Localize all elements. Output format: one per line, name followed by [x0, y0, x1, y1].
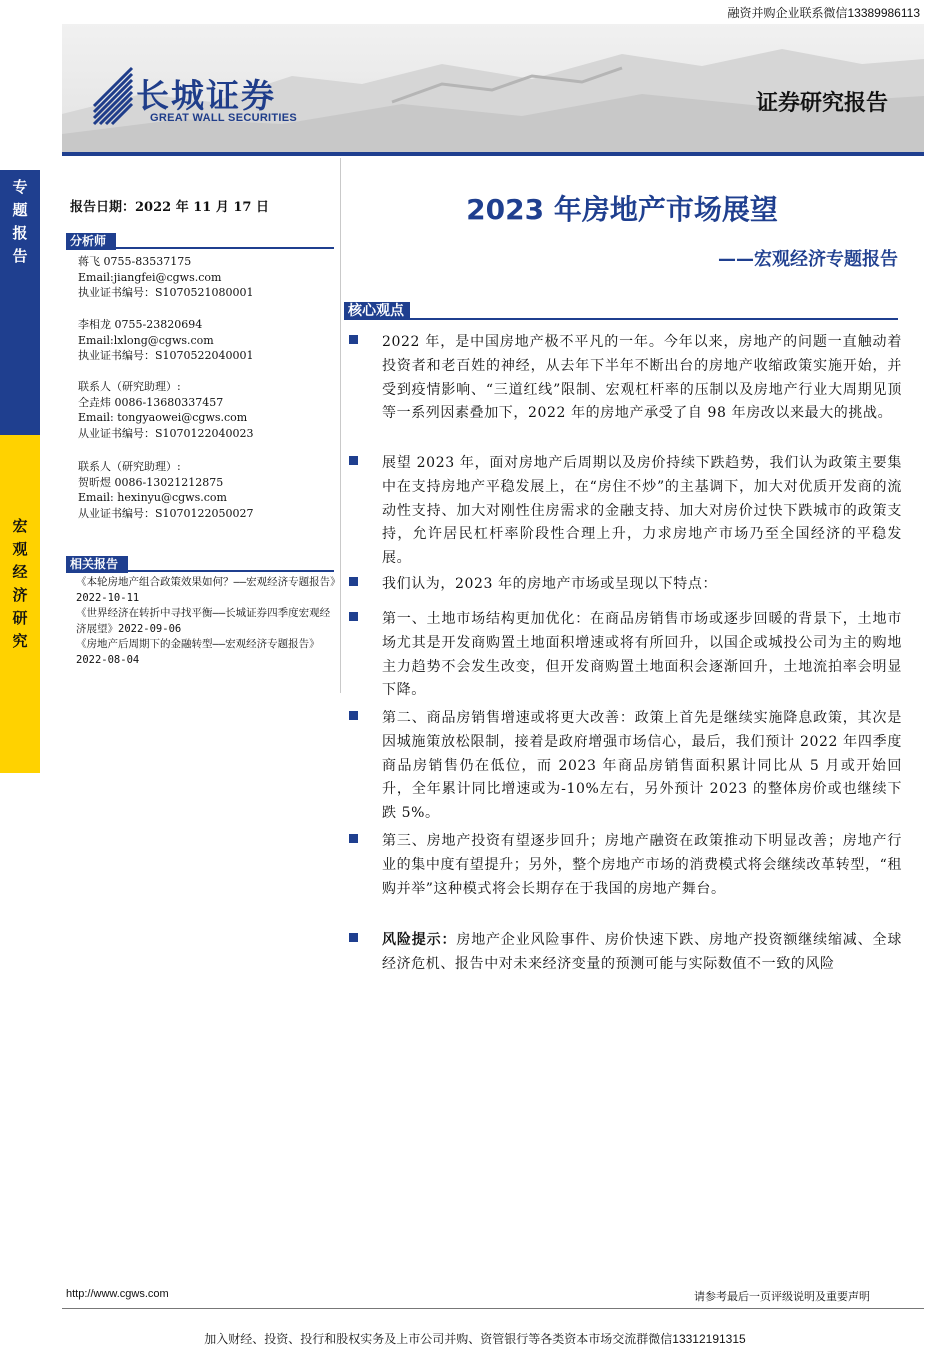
related-report-item[interactable]: 《世界经济在转折中寻找平衡——长城证券四季度宏观经济展望》2022-09-06	[76, 607, 331, 635]
contact-license: 从业证书编号：S1070122040023	[78, 426, 254, 440]
analyst-name-phone: 李相龙 0755-23820694	[78, 318, 203, 331]
top-contact-note: 融资并购企业联系微信13389986113	[727, 6, 920, 20]
footer-divider	[62, 1308, 924, 1309]
analyst-email[interactable]: Email:lxlong@cgws.com	[78, 333, 214, 347]
report-subtitle: ——宏观经济专题报告	[718, 249, 898, 270]
related-report-item[interactable]: 《房地产后周期下的金融转型——宏观经济专题报告》2022-08-04	[76, 638, 320, 666]
contact-name-phone: 贺昕煜 0086-13021212875	[78, 475, 224, 489]
footer-website-link[interactable]: http://www.cgws.com	[66, 1288, 169, 1300]
contact-role: 联系人（研究助理）:	[78, 460, 181, 473]
footer-disclaimer-note: 请参考最后一页评级说明及重要声明	[694, 1290, 870, 1303]
core-bullet	[346, 331, 902, 426]
header-divider	[62, 152, 924, 156]
company-logo-english: GREAT WALL SECURITIES	[150, 112, 298, 124]
risk-warning-label: 风险提示：	[382, 932, 457, 948]
sidebar-category-label: 专题报告	[12, 178, 28, 265]
report-date: 报告日期：2022 年 11 月 17 日	[70, 200, 269, 215]
bullet-text: 第三、房地产投资有望逐步回升；房地产融资在政策推动下明显改善；房地产行业的集中度有望提升；另外，整个房地产市场的消费模式将会继续改革转型，“租购并举”这种模式将会长期存在于我国的房地产舞台。	[382, 833, 902, 897]
bottom-contact-note: 加入财经、投资、投行和股权实务及上市公司并购、资管银行等各类资本市场交流群微信13312191315	[204, 1332, 746, 1346]
contact-email[interactable]: Email: tongyaowei@cgws.com	[78, 411, 248, 424]
core-bullet	[346, 452, 902, 571]
core-view-title: 核心观点	[344, 302, 410, 320]
core-bullet	[346, 608, 902, 703]
bullet-square-icon	[349, 335, 358, 344]
bullet-text: 第二、商品房销售增速或将更大改善：政策上首先是继续实施降息政策，其次是因城施策放松限制，接着是政府增强市场信心，最后，我们预计 2022 年四季度商品房销售仍在低位，而 2023 年商品房销售面积累计同比从 5 月或开始回升，全年累计同比增速或为-10%左右，另外预计 2023 的整体房价或也继续下跌 5%。	[382, 710, 902, 822]
bullet-square-icon	[349, 933, 358, 942]
analyst-license: 执业证书编号：S1070522040001	[78, 349, 254, 362]
related-report-item[interactable]: 《本轮房地产组合政策效果如何？——宏观经济专题报告》2022-10-11	[76, 576, 336, 604]
bullet-square-icon	[349, 711, 358, 720]
bullet-text: 我们认为，2023 年的房地产市场或呈现以下特点：	[382, 576, 718, 592]
bullet-text: 第一、土地市场结构更加优化：在商品房销售市场或逐步回暖的背景下，土地市场尤其是开发商购置土地面积增速或将有所回升，以国企或城投公司为主的购地主力趋势不会发生改变，但开发商购置土地面积会逐渐回升，土地流拍率会明显下降。	[382, 611, 902, 699]
bullet-text: 2022 年，是中国房地产极不平凡的一年。今年以来，房地产的问题一直触动着投资者和老百姓的神经，从去年下半年不断出台的房地产收缩政策实施开始，并受到疫情影响、“三道红线”限制、宏观杠杆率的压制以及房地产行业大周期见顶等一系列因素叠加下，2022 年的房地产承受了自 98 年房改以来最大的挑战。	[382, 334, 902, 422]
contact-block	[78, 459, 254, 521]
core-view-header	[344, 300, 898, 320]
core-bullet	[346, 573, 902, 597]
great-wall-logo-icon	[86, 66, 134, 128]
analyst-block	[78, 317, 254, 364]
contact-block	[78, 379, 254, 441]
related-section-title: 相关报告	[66, 556, 128, 573]
analyst-name-phone: 蒋飞 0755-83537175	[78, 255, 192, 268]
report-title: 2023 年房地产市场展望	[466, 193, 778, 226]
related-section-header	[66, 553, 334, 572]
sidebar-section-label: 宏观经济研究	[12, 517, 28, 650]
bullet-square-icon	[349, 577, 358, 586]
core-bullet	[346, 830, 902, 901]
contact-license: 从业证书编号：S1070122050027	[78, 506, 254, 520]
bullet-text: 展望 2023 年，面对房地产后周期以及房价持续下跌趋势，我们认为政策主要集中在支持房地产平稳发展上，在“房住不炒”的主基调下，加大对优质开发商的流动性支持、加大对刚性住房需求的金融支持、加大对房价过快下跌城市的政策支持，允许居民杠杆率阶段性合理上升，力求房地产市场乃至全国经济的平稳发展。	[382, 455, 902, 567]
company-logo-text: 长城证券	[136, 76, 276, 115]
analyst-block	[78, 254, 254, 301]
bullet-text: 房地产企业风险事件、房价快速下跌、房地产投资额继续缩减、全球经济危机、报告中对未来经济变量的预测可能与实际数值不一致的风险	[382, 932, 903, 972]
bullet-square-icon	[349, 612, 358, 621]
contact-role: 联系人（研究助理）:	[78, 380, 181, 393]
core-bullet	[346, 929, 902, 977]
analyst-license: 执业证书编号：S1070521080001	[78, 286, 254, 299]
analyst-section-title: 分析师	[66, 233, 116, 250]
bullet-square-icon	[349, 834, 358, 843]
analyst-section-header	[66, 230, 334, 249]
sidebar-section-tab	[0, 435, 40, 773]
analyst-email[interactable]: Email:jiangfei@cgws.com	[78, 270, 222, 284]
contact-name-phone: 仝垚炜 0086-13680337457	[78, 395, 224, 409]
report-type-title: 证券研究报告	[755, 91, 888, 116]
related-reports-list	[76, 575, 336, 668]
sidebar-category-tab	[0, 170, 40, 435]
bullet-square-icon	[349, 456, 358, 465]
contact-email[interactable]: Email: hexinyu@cgws.com	[78, 491, 227, 504]
column-divider	[340, 158, 341, 693]
core-bullet	[346, 707, 902, 826]
